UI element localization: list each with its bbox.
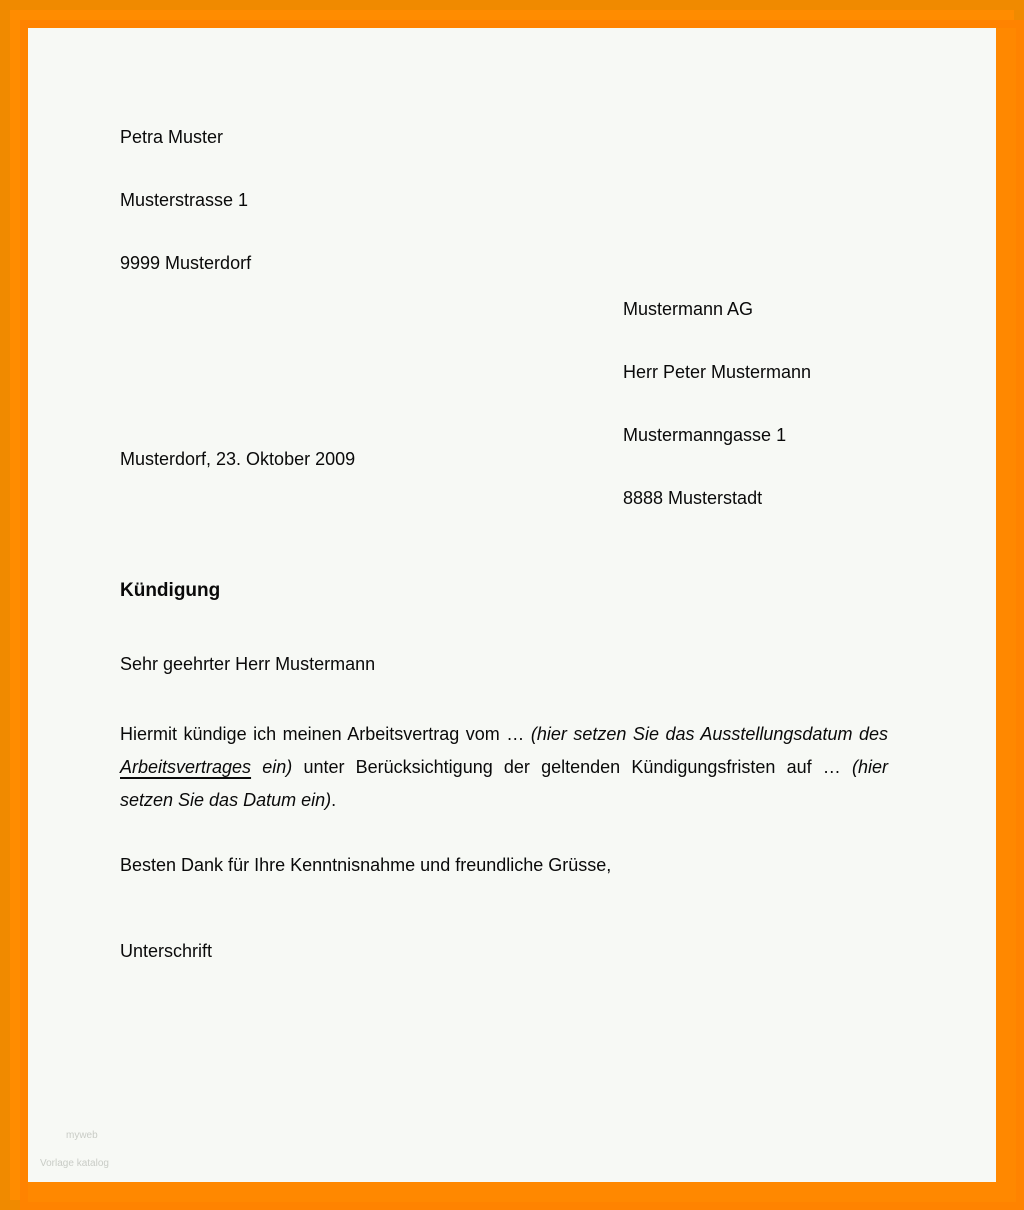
- recipient-person: Herr Peter Mustermann: [623, 362, 812, 382]
- body-text-2: unter Berücksichtigung der geltenden Kündigungsfristen auf …: [292, 757, 852, 777]
- body-paragraph: [120, 718, 888, 817]
- date-line: Musterdorf, 23. Oktober 2009: [120, 449, 356, 469]
- body-placeholder-2: (hier setzen Sie das Datum ein): [120, 757, 889, 810]
- sender-street: Musterstrasse 1: [120, 190, 249, 210]
- body-placeholder-1-underlined: Arbeitsvertrages: [120, 757, 252, 777]
- recipient-city: 8888 Musterstadt: [623, 488, 763, 508]
- watermark-line-1: myweb: [66, 1130, 98, 1141]
- sender-city: 9999 Musterdorf: [120, 253, 252, 273]
- body-placeholder-1b: ein): [251, 757, 293, 777]
- signature-line: Unterschrift: [120, 941, 213, 961]
- sender-address: [120, 85, 251, 316]
- letter-subject: Kündigung: [120, 580, 221, 601]
- sender-name: Petra Muster: [120, 127, 224, 147]
- recipient-company: Mustermann AG: [623, 299, 754, 319]
- body-text-1: Hiermit kündige ich meinen Arbeitsvertrag vom …: [120, 724, 531, 744]
- body-text-3: .: [331, 790, 337, 810]
- salutation: Sehr geehrter Herr Mustermann: [120, 654, 376, 674]
- closing-line: Besten Dank für Ihre Kenntnisnahme und freundliche Grüsse,: [120, 855, 612, 875]
- watermark-line-2: Vorlage katalog: [40, 1158, 109, 1169]
- body-placeholder-1a: (hier setzen Sie das Ausstellungsdatum des: [530, 724, 888, 744]
- recipient-street: Mustermanngasse 1: [623, 425, 787, 445]
- recipient-address: [623, 257, 811, 551]
- letter-sheet: [28, 28, 996, 1182]
